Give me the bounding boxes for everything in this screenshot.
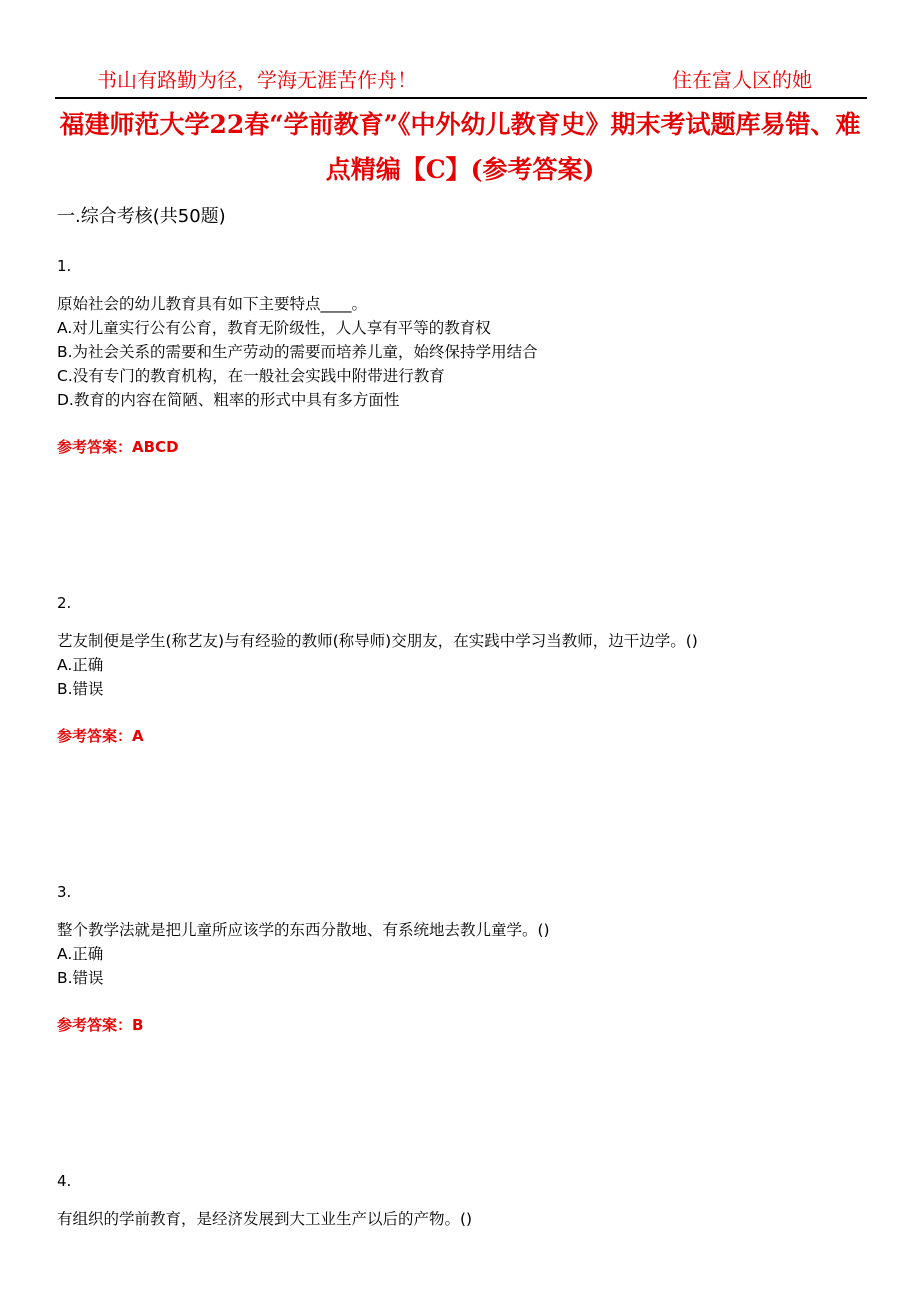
header-author: 住在富人区的她 [672,68,812,92]
question-3 [57,882,877,1036]
answer-value: B [132,1016,144,1034]
question-4 [57,1171,877,1231]
question-stem: 整个教学法就是把儿童所应该学的东西分散地、有系统地去教儿童学。() [57,921,550,939]
header-divider [55,97,867,99]
question-stem: 艺友制便是学生(称艺友)与有经验的教师(称导师)交朋友，在实践中学习当教师，边干边学。() [57,632,698,650]
option-a: A.正确 [57,945,104,963]
section-heading: 一.综合考核(共50题) [57,206,226,227]
answer-value: ABCD [132,438,179,456]
answer-label: 参考答案： [57,727,133,745]
option-c: C.没有专门的教育机构，在一般社会实践中附带进行教育 [57,367,445,385]
question-stem: 原始社会的幼儿教育具有如下主要特点____。 [57,295,368,313]
header-motto: 书山有路勤为径，学海无涯苦作舟！ [97,68,417,92]
question-1 [57,256,877,458]
answer-value: A [132,727,144,745]
answer-line [57,1014,877,1036]
option-b: B.错误 [57,969,104,987]
answer-label: 参考答案： [57,1016,133,1034]
option-a: A.正确 [57,656,104,674]
question-2 [57,593,877,747]
question-number: 2. [57,594,72,612]
question-stem: 有组织的学前教育，是经济发展到大工业生产以后的产物。() [57,1210,473,1228]
question-number: 3. [57,883,72,901]
document-title: 福建师范大学22春“学前教育”《中外幼儿教育史》期末考试题库易错、难点精编【C】(参考答案) [59,110,861,184]
question-number: 1. [57,257,72,275]
option-a: A.对儿童实行公有公育，教育无阶级性，人人享有平等的教育权 [57,319,491,337]
answer-label: 参考答案： [57,438,133,456]
answer-line [57,436,877,458]
question-number: 4. [57,1172,72,1190]
option-b: B.错误 [57,680,104,698]
answer-line [57,725,877,747]
option-d: D.教育的内容在简陋、粗率的形式中具有多方面性 [57,391,400,409]
option-b: B.为社会关系的需要和生产劳动的需要而培养儿童，始终保持学用结合 [57,343,538,361]
